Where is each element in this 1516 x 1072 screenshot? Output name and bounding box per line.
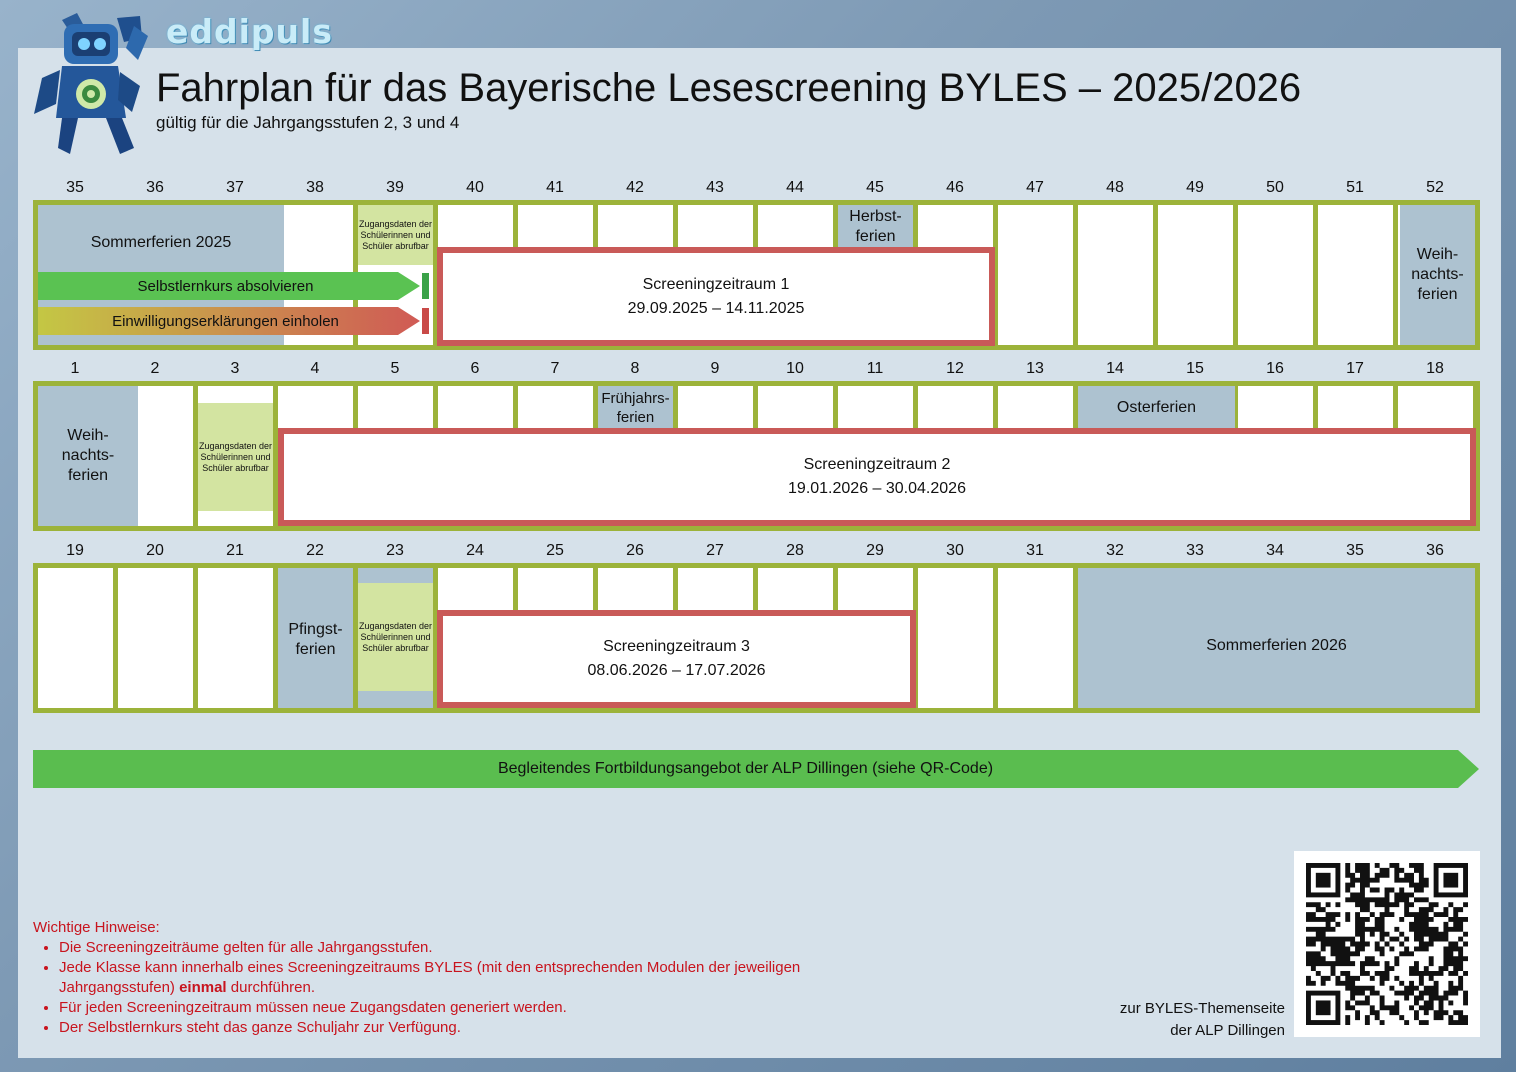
week-number: 49 bbox=[1186, 179, 1204, 196]
ferien-label: Osterferien bbox=[1116, 399, 1197, 416]
week-number: 23 bbox=[386, 542, 404, 559]
week-number: 24 bbox=[466, 542, 484, 559]
week-number: 52 bbox=[1426, 179, 1444, 196]
zugangsdaten-block bbox=[198, 403, 273, 511]
calendar-row-1 bbox=[33, 200, 1480, 350]
qr-finder bbox=[1443, 873, 1458, 888]
notes-heading: Wichtige Hinweise: bbox=[33, 919, 160, 936]
week-number: 35 bbox=[66, 179, 84, 196]
ferien-label: Weih- nachts- ferien bbox=[1411, 246, 1464, 303]
screeningzeitraum-2 bbox=[278, 428, 1476, 526]
screening-title: Screeningzeitraum 3 bbox=[603, 638, 750, 655]
ferien-label: Pfingst- ferien bbox=[288, 621, 343, 658]
calendar-row-2 bbox=[33, 381, 1480, 531]
robot-mascot-icon bbox=[22, 8, 157, 158]
screening-dates: 08.06.2026 – 17.07.2026 bbox=[587, 662, 766, 679]
week-number: 36 bbox=[1426, 542, 1444, 559]
arrow-label: Selbstlernkurs absolvieren bbox=[137, 277, 314, 295]
weihnachtsferien-block bbox=[38, 386, 138, 526]
qr-caption-line: der ALP Dillingen bbox=[1170, 1022, 1285, 1039]
zugangsdaten-label: Zugangsdaten der Schülerinnen und Schüler abrufbar bbox=[198, 440, 273, 473]
week-number: 10 bbox=[786, 360, 804, 377]
week-number: 41 bbox=[546, 179, 564, 196]
week-number: 47 bbox=[1026, 179, 1044, 196]
week-cell bbox=[918, 568, 993, 708]
ferien-label: Frühjahrs- ferien bbox=[601, 390, 670, 426]
note-item bbox=[59, 1018, 899, 1038]
screening-title: Screeningzeitraum 1 bbox=[642, 275, 790, 293]
week-cell bbox=[998, 205, 1073, 345]
week-number: 39 bbox=[386, 179, 404, 196]
pfingstferien-block bbox=[278, 568, 353, 708]
week-number: 36 bbox=[146, 179, 164, 196]
selbstlernkurs-arrow bbox=[38, 272, 413, 300]
week-number: 31 bbox=[1026, 542, 1044, 559]
note-emphasis: einmal bbox=[179, 979, 227, 996]
qr-caption-line: zur BYLES-Themenseite bbox=[1119, 1000, 1285, 1017]
note-text: Die Screeningzeiträume gelten für alle Jahrgangsstufen. bbox=[59, 939, 433, 956]
week-number: 27 bbox=[706, 542, 724, 559]
week-number: 35 bbox=[1346, 542, 1364, 559]
ferien-label: Sommerferien 2026 bbox=[1206, 637, 1347, 654]
note-text: Jede Klasse kann innerhalb eines Screeningzeitraums BYLES (mit den entsprechenden Modulen der jeweiligen Jahrgangsstufen) bbox=[59, 959, 801, 996]
week-number: 15 bbox=[1186, 360, 1204, 377]
week-number: 30 bbox=[946, 542, 964, 559]
week-number: 42 bbox=[626, 179, 644, 196]
week-cell bbox=[38, 568, 113, 708]
week-number: 3 bbox=[230, 360, 240, 377]
week-number: 18 bbox=[1426, 360, 1444, 377]
week-number: 16 bbox=[1266, 360, 1284, 377]
page-subtitle: gültig für die Jahrgangsstufen 2, 3 und 4 bbox=[156, 113, 460, 132]
qr-finder bbox=[1316, 1000, 1331, 1015]
qr-finder bbox=[1316, 873, 1331, 888]
week-number: 9 bbox=[710, 360, 720, 377]
week-number: 45 bbox=[866, 179, 884, 196]
screening-dates: 29.09.2025 – 14.11.2025 bbox=[627, 299, 805, 317]
qr-code-icon[interactable] bbox=[1294, 851, 1480, 1037]
week-number: 14 bbox=[1106, 360, 1124, 377]
weihnachtsferien-block bbox=[1400, 205, 1475, 345]
week-number: 28 bbox=[786, 542, 804, 559]
ferien-label: Herbst- ferien bbox=[849, 208, 902, 245]
week-number: 22 bbox=[306, 542, 324, 559]
week-cell bbox=[1078, 205, 1153, 345]
week-number: 7 bbox=[550, 360, 560, 377]
week-number: 37 bbox=[226, 179, 244, 196]
note-item bbox=[59, 998, 899, 1018]
week-number: 1 bbox=[70, 360, 80, 377]
calendar-row-3 bbox=[33, 563, 1480, 713]
week-number: 34 bbox=[1266, 542, 1284, 559]
week-cell bbox=[1158, 205, 1233, 345]
brand-logo: eddipuls bbox=[166, 12, 334, 51]
fortbildung-arrow bbox=[33, 750, 1458, 788]
zugangsdaten-block bbox=[358, 205, 433, 265]
qr-caption bbox=[1080, 998, 1285, 1042]
week-number: 33 bbox=[1186, 542, 1204, 559]
note-item bbox=[59, 958, 899, 998]
page-title: Fahrplan für das Bayerische Lesescreening BYLES – 2025/2026 bbox=[156, 66, 1302, 110]
einwilligung-arrow bbox=[38, 307, 413, 335]
week-number: 40 bbox=[466, 179, 484, 196]
note-text: Der Selbstlernkurs steht das ganze Schuljahr zur Verfügung. bbox=[59, 1019, 461, 1036]
week-number: 2 bbox=[150, 360, 160, 377]
week-cell bbox=[1238, 205, 1313, 345]
week-number: 43 bbox=[706, 179, 724, 196]
ferien-label: Weih- nachts- ferien bbox=[61, 427, 115, 484]
week-number: 20 bbox=[146, 542, 164, 559]
fortbildung-label: Begleitendes Fortbildungsangebot der ALP Dillingen (siehe QR-Code) bbox=[497, 760, 994, 777]
week-number: 17 bbox=[1346, 360, 1364, 377]
week-cell bbox=[998, 568, 1073, 708]
week-number: 5 bbox=[390, 360, 400, 377]
screeningzeitraum-3 bbox=[437, 610, 916, 708]
zugangsdaten-label: Zugangsdaten der Schülerinnen und Schüler abrufbar bbox=[358, 218, 433, 251]
week-number: 46 bbox=[946, 179, 964, 196]
week-number: 11 bbox=[866, 360, 884, 377]
fruehjahrsferien-block bbox=[598, 386, 673, 430]
week-number: 13 bbox=[1026, 360, 1044, 377]
week-number: 38 bbox=[306, 179, 324, 196]
note-text: Für jeden Screeningzeitraum müssen neue Zugangsdaten generiert werden. bbox=[59, 999, 567, 1016]
osterferien-block bbox=[1078, 386, 1235, 430]
week-number: 26 bbox=[626, 542, 644, 559]
week-number: 44 bbox=[786, 179, 804, 196]
week-number: 29 bbox=[866, 542, 884, 559]
wichtige-hinweise bbox=[33, 918, 899, 1038]
week-number: 19 bbox=[66, 542, 84, 559]
zugangsdaten-label: Zugangsdaten der Schülerinnen und Schüler abrufbar bbox=[358, 620, 433, 653]
screening-title: Screeningzeitraum 2 bbox=[803, 456, 951, 473]
zugangsdaten-block bbox=[358, 583, 433, 691]
screening-dates: 19.01.2026 – 30.04.2026 bbox=[788, 480, 966, 497]
note-item bbox=[59, 938, 899, 958]
herbstferien-block bbox=[838, 205, 913, 249]
arrow-label: Einwilligungserklärungen einholen bbox=[112, 312, 339, 330]
week-number: 50 bbox=[1266, 179, 1284, 196]
week-number: 4 bbox=[310, 360, 320, 377]
week-number: 32 bbox=[1106, 542, 1124, 559]
week-number: 6 bbox=[470, 360, 480, 377]
week-number: 51 bbox=[1346, 179, 1364, 196]
week-cell bbox=[198, 568, 273, 708]
week-number: 25 bbox=[546, 542, 564, 559]
note-text: durchführen. bbox=[230, 979, 316, 996]
week-number: 21 bbox=[226, 542, 244, 559]
week-cell bbox=[118, 568, 193, 708]
ferien-label: Sommerferien 2025 bbox=[90, 234, 232, 251]
week-cell bbox=[1318, 205, 1393, 345]
sommerferien-2026-block bbox=[1078, 568, 1475, 708]
screeningzeitraum-1 bbox=[437, 247, 995, 346]
week-number: 12 bbox=[946, 360, 964, 377]
week-number: 48 bbox=[1106, 179, 1124, 196]
week-number: 8 bbox=[630, 360, 640, 377]
